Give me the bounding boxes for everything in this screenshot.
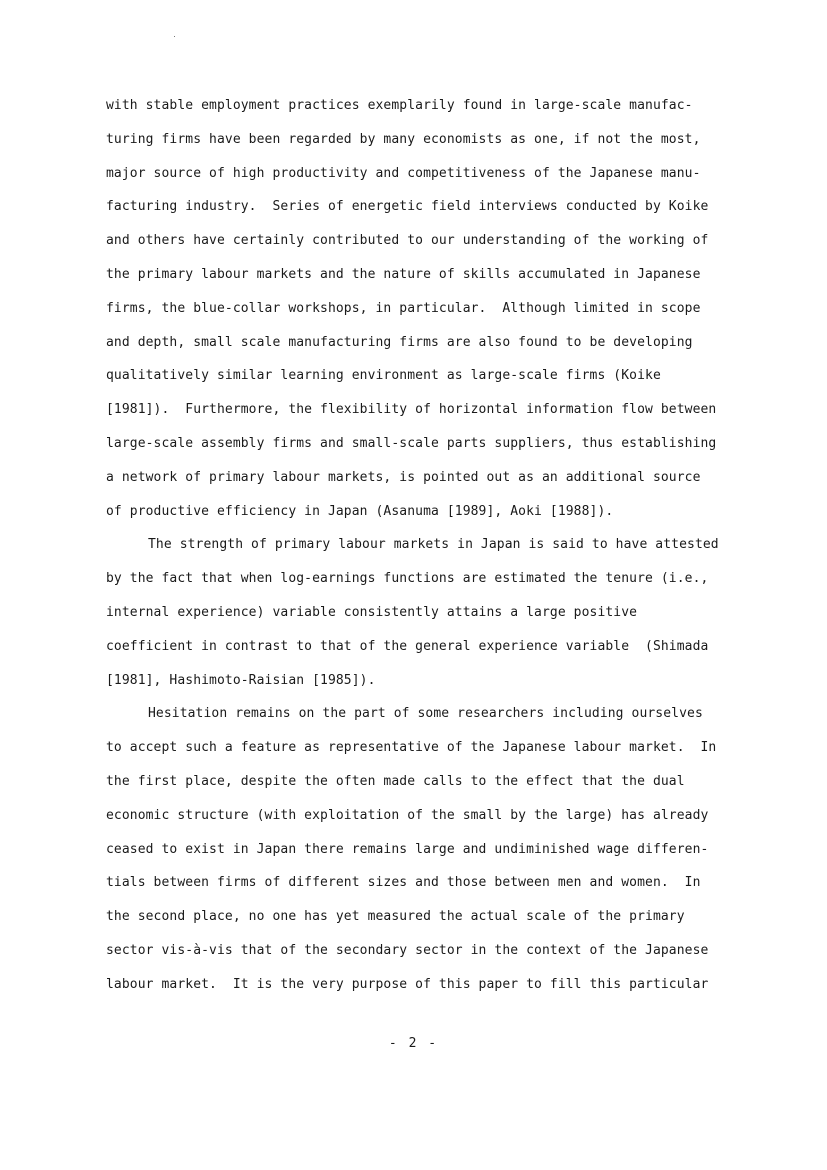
- text-line: tials between firms of different sizes and those between men and women. In: [106, 875, 701, 891]
- text-line: to accept such a feature as representative of the Japanese labour market. In: [106, 740, 717, 756]
- text-line: with stable employment practices exemplarily found in large-scale manufac-: [106, 98, 693, 113]
- text-line: by the fact that when log-earnings functions are estimated the tenure (i.e.,: [106, 571, 709, 587]
- text-line: labour market. It is the very purpose of this paper to fill this particular: [106, 976, 709, 992]
- text-line: qualitatively similar learning environment as large-scale firms (Koike: [106, 368, 661, 384]
- body-text: [106, 94, 754, 1007]
- text-line: sector vis-à-vis that of the secondary sector in the context of the Japanese: [106, 942, 709, 958]
- text-line: ceased to exist in Japan there remains large and undiminished wage differen-: [106, 841, 709, 857]
- text-line: the first place, despite the often made calls to the effect that the dual: [106, 773, 685, 789]
- text-line: and depth, small scale manufacturing firms are also found to be developing: [106, 334, 693, 350]
- text-line: large-scale assembly firms and small-scale parts suppliers, thus establishing: [106, 435, 717, 451]
- text-line: coefficient in contrast to that of the general experience variable (Shimada: [106, 638, 709, 654]
- text-line: [1981], Hashimoto-Raisian [1985]).: [106, 672, 376, 688]
- text-line: turing firms have been regarded by many economists as one, if not the most,: [106, 131, 701, 147]
- text-line: internal experience) variable consistently attains a large positive: [106, 604, 638, 620]
- text-line: major source of high productivity and competitiveness of the Japanese manu-: [106, 165, 701, 181]
- text-line: firms, the blue-collar workshops, in particular. Although limited in scope: [106, 300, 701, 316]
- text-line: the primary labour markets and the nature of skills accumulated in Japanese: [106, 266, 701, 282]
- text-line: economic structure (with exploitation of the small by the large) has already: [106, 807, 709, 823]
- scan-speck: [174, 36, 175, 37]
- paragraph-start-line: The strength of primary labour markets in Japan is said to have attested: [148, 537, 719, 553]
- text-line: facturing industry. Series of energetic field interviews conducted by Koike: [106, 199, 709, 215]
- page-number: - 2 -: [388, 1036, 439, 1051]
- text-line: of productive efficiency in Japan (Asanuma [1989], Aoki [1988]).: [106, 503, 614, 519]
- text-line: [1981]). Furthermore, the flexibility of horizontal information flow between: [106, 402, 717, 418]
- text-line: a network of primary labour markets, is pointed out as an additional source: [106, 469, 701, 485]
- text-line: and others have certainly contributed to our understanding of the working of: [106, 233, 709, 249]
- paragraph-start-line: Hesitation remains on the part of some researchers including ourselves: [148, 706, 703, 722]
- text-line: the second place, no one has yet measured the actual scale of the primary: [106, 909, 685, 925]
